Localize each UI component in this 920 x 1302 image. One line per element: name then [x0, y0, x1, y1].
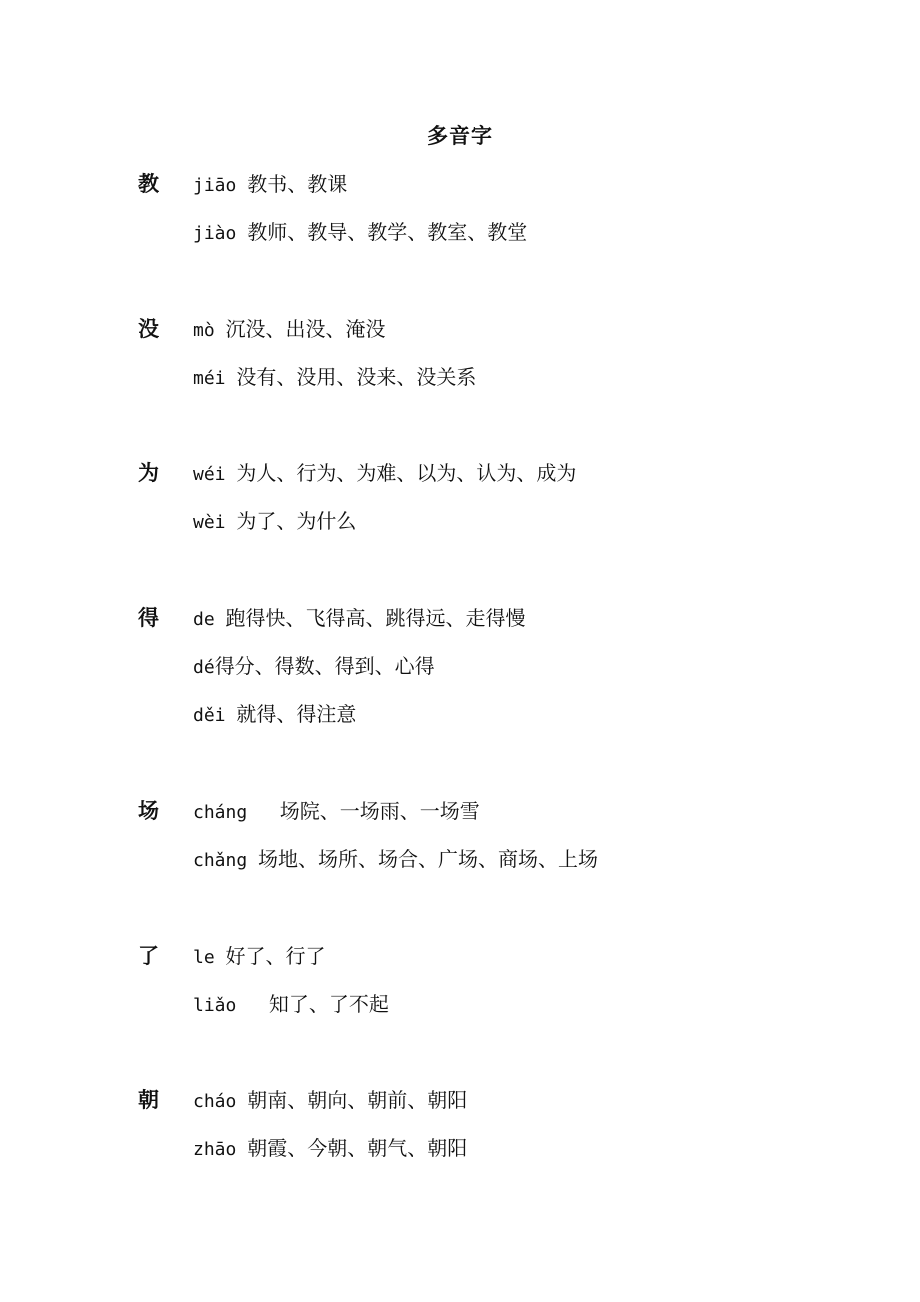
pinyin: mò: [193, 320, 215, 341]
pinyin: cháo: [193, 1091, 237, 1112]
pinyin: jiāo: [193, 175, 237, 196]
example-words: 为人、行为、为难、以为、认为、成为: [236, 461, 577, 485]
reading-line: [193, 459, 576, 487]
pinyin: zhāo: [193, 1139, 237, 1160]
reading-line: [193, 218, 527, 246]
pinyin: dé: [193, 657, 215, 678]
example-words: 好了、行了: [225, 944, 326, 968]
example-words: 教书、教课: [247, 172, 348, 196]
reading-line: [193, 170, 347, 198]
pinyin: wéi: [193, 464, 226, 485]
reading-line: [193, 845, 598, 873]
reading-line: [193, 604, 526, 632]
reading-line: [193, 942, 326, 970]
headword: 朝: [138, 1088, 159, 1112]
example-words: 场院、一场雨、一场雪: [279, 799, 480, 823]
reading-line: [193, 990, 389, 1018]
example-words: 得分、得数、得到、心得: [214, 654, 435, 678]
example-words: 沉没、出没、淹没: [225, 317, 386, 341]
page-title: 多音字: [427, 124, 493, 148]
headword: 得: [138, 606, 159, 630]
example-words: 教师、教导、教学、教室、教堂: [247, 220, 528, 244]
pinyin: wèi: [193, 512, 226, 533]
example-words: 就得、得注意: [236, 702, 357, 726]
reading-line: [193, 700, 356, 728]
reading-line: [193, 363, 476, 391]
example-words: 朝南、朝向、朝前、朝阳: [247, 1088, 468, 1112]
example-words: 没有、没用、没来、没关系: [236, 365, 477, 389]
headword: 为: [138, 461, 159, 485]
headword: 没: [138, 317, 159, 341]
headword: 教: [138, 172, 159, 196]
example-words: 知了、了不起: [268, 992, 389, 1016]
headword: 场: [138, 799, 159, 823]
reading-line: [193, 797, 480, 825]
pinyin: le: [193, 947, 215, 968]
reading-line: [193, 315, 386, 343]
pinyin: cháng: [193, 802, 248, 823]
example-words: 场地、场所、场合、广场、商场、上场: [258, 847, 599, 871]
example-words: 跑得快、飞得高、跳得远、走得慢: [225, 606, 526, 630]
pinyin: chǎng: [193, 850, 248, 871]
reading-line: [193, 507, 356, 535]
pinyin: jiào: [193, 223, 237, 244]
example-words: 为了、为什么: [236, 509, 357, 533]
pinyin: děi: [193, 705, 226, 726]
reading-line: [193, 1134, 467, 1162]
headword: 了: [138, 944, 159, 968]
pinyin: de: [193, 609, 215, 630]
reading-line: [193, 1086, 467, 1114]
example-words: 朝霞、今朝、朝气、朝阳: [247, 1136, 468, 1160]
reading-line: [193, 652, 435, 680]
pinyin: méi: [193, 368, 226, 389]
pinyin: liǎo: [193, 995, 237, 1016]
